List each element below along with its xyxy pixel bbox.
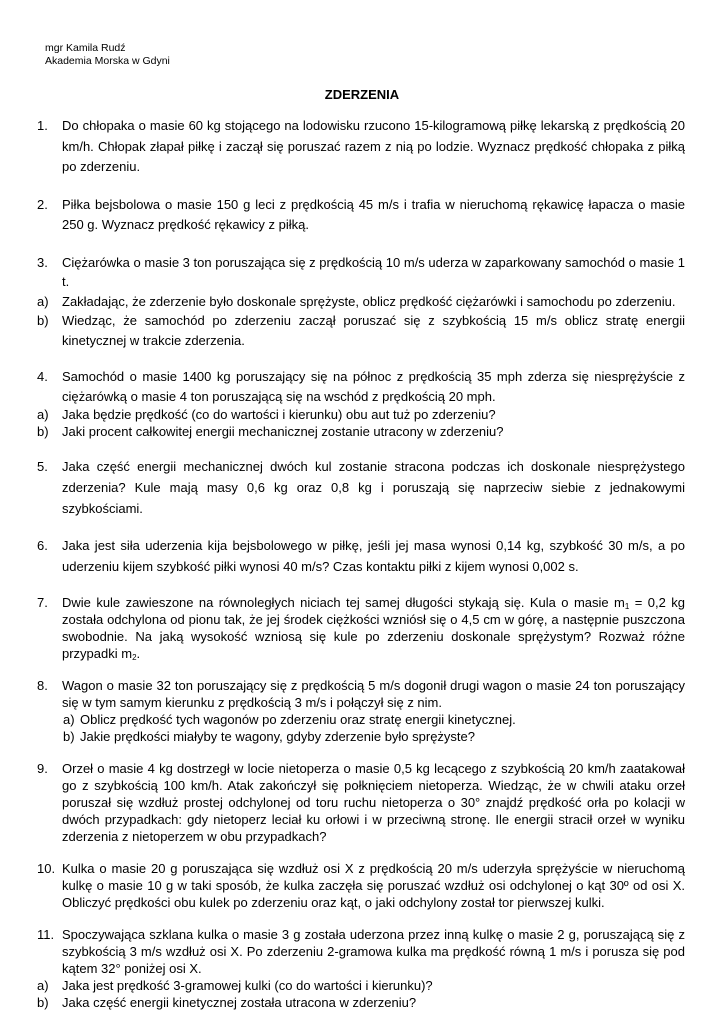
problem-2 — [37, 195, 685, 236]
problem-number: 9. — [37, 761, 48, 777]
problem-text: Spoczywająca szklana kulka o masie 3 g została uderzona przez inną kulkę o masie 2 g, poruszającą się z szybkością 3 m/s wzdłuż osi X. Po zderzeniu 2-gramowa kulka ma prędkość równą 1 m/s i porusza się pod kątem 32° poniżej osi X. — [62, 927, 685, 977]
problem-1 — [37, 116, 685, 178]
part-label: a) — [37, 978, 49, 994]
problem-11-part-a — [37, 977, 685, 994]
problem-text: Orzeł o masie 4 kg dostrzegł w locie nietoperza o masie 0,5 kg lecącego z szybkością 20 km/h zaatakował go z szybkością 100 km/h. Atak zakończył się połknięciem nietoperza. Wiedząc, że w chwili ataku orzeł poruszał się wzdłuż prostej odchylonej od toru ruchu nietoperza o 30° znajdź prędkość orła po kolacji w dwóch przypadkach: gdy nietoperz leciał ku orłowi i w przeciwną stronę. Ile energii stracił orzeł w wyniku zderzenia z nietoperzem w obu przypadkach? — [62, 761, 685, 845]
part-text: Jaka będzie prędkość (co do wartości i kierunku) obu aut tuż po zderzeniu? — [62, 407, 496, 423]
problem-4-part-b — [37, 423, 685, 440]
problem-number: 11. — [37, 927, 55, 943]
problem-list — [37, 116, 685, 1011]
problem-3-part-a — [37, 292, 685, 312]
problem-number: 2. — [37, 196, 48, 212]
part-label: a) — [37, 293, 49, 309]
part-label: b) — [37, 424, 49, 440]
problem-text: Jaka jest siła uderzenia kija bejsbolowego w piłkę, jeśli jej masa wynosi 0,14 kg, szybkość 30 m/s, a po uderzeniu kijem szybkość piłki wynosi 40 m/s? Czas kontaktu piłki z kijem wynosi 0,002 s. — [62, 538, 685, 574]
problem-4-part-a — [37, 406, 685, 423]
problem-7 — [37, 594, 685, 662]
part-label: b) — [37, 313, 49, 329]
problem-number: 1. — [37, 118, 48, 133]
part-label: b) — [63, 729, 75, 745]
problem-6 — [37, 536, 685, 577]
problem-11 — [37, 926, 685, 977]
part-text: Wiedząc, że samochód po zderzeniu zaczął poruszać się z szybkością 15 m/s oblicz stratę energii kinetycznej w trakcie zderzenia. — [62, 313, 685, 348]
page-title: ZDERZENIA — [324, 87, 400, 102]
problem-8-part-b — [37, 728, 685, 745]
problem-number: 4. — [37, 369, 48, 385]
problem-4 — [37, 367, 685, 406]
part-text: Oblicz prędkość tych wagonów po zderzeniu oraz stratę energii kinetycznej. — [80, 712, 516, 728]
problem-text: Samochód o masie 1400 kg poruszający się na północ z prędkością 35 mph zderza się niesprężyście z ciężarówką o masie 4 ton poruszającą się na wschód z prędkością 20 mph. — [62, 369, 685, 404]
part-text: Jaki procent całkowitej energii mechanicznej zostanie utracony w zderzeniu? — [62, 424, 504, 440]
institution-name: Akademia Morska w Gdyni — [45, 55, 170, 67]
problem-5 — [37, 457, 685, 519]
problem-number: 6. — [37, 538, 48, 554]
problem-10 — [37, 860, 685, 911]
author-name: mgr Kamila Rudź — [45, 42, 126, 54]
problem-number: 10. — [37, 861, 56, 877]
problem-8-part-a — [37, 711, 685, 728]
problem-text: Dwie kule zawieszone na równoległych niciach tej samej długości stykają się. Kula o masie $m_1 = 0,2$ kg została odchylona od pionu tak, że jej środek ciężkości wzniósł się o 4,5 cm w górę, a następnie puszczona swobodnie. Na jaką wysokość wzniosą się kule po zderzeniu doskonale sprężystym? Rozważ różne przypadki $m_2$. — [62, 595, 685, 663]
problem-text: Piłka bejsbolowa o masie 150 g leci z prędkością 45 m/s i trafia w nieruchomą rękawicę łapacza o masie 250 g. Wyznacz prędkość rękawicy z piłką. — [62, 196, 685, 233]
part-text: Jakie prędkości miałyby te wagony, gdyby zderzenie było sprężyste? — [80, 729, 476, 745]
problem-text: Wagon o masie 32 ton poruszający się z prędkością 5 m/s dogonił drugi wagon o masie 24 ton poruszający się w tym samym kierunku z prędkością 3 m/s i połączył się z nim. — [62, 678, 685, 711]
problem-number: 8. — [37, 678, 48, 694]
part-label: a) — [37, 407, 49, 423]
problem-text: Kulka o masie 20 g poruszająca się wzdłuż osi X z prędkością 20 m/s uderzyła sprężyście w nieruchomą kulkę o masie 10 g w taki sposób, że kulka zaczęła się poruszać wzdłuż osi odchylonej o kąt 30º od osi X. Obliczyć prędkości obu kulek po zderzeniu oraz kąt, o jaki odchylony został tor pierwszej kulki. — [62, 861, 685, 911]
part-label: b) — [37, 995, 49, 1011]
problem-text: Ciężarówka o masie 3 ton poruszająca się z prędkością 10 m/s uderza w zaparkowany samochód o masie 1 t. — [62, 254, 685, 290]
problem-3-part-b — [37, 311, 685, 350]
part-text: Zakładając, że zderzenie było doskonale sprężyste, oblicz prędkość ciężarówki i samochodu po zderzeniu. — [62, 293, 676, 309]
part-text: Jaka część energii kinetycznej została utracona w zderzeniu? — [62, 995, 417, 1011]
problem-11-part-b — [37, 994, 685, 1011]
problem-number: 5. — [37, 459, 48, 475]
problem-8 — [37, 677, 685, 711]
part-label: a) — [63, 712, 75, 728]
part-text: Jaka jest prędkość 3-gramowej kulki (co do wartości i kierunku)? — [62, 978, 433, 994]
subscript: 2 — [132, 653, 137, 663]
subscript: 1 — [624, 602, 630, 612]
problem-number: 3. — [37, 254, 48, 270]
problem-text: Jaka część energii mechanicznej dwóch kul zostanie stracona podczas ich doskonale niesprężystego zderzenia? Kule mają masy 0,6 kg oraz 0,8 kg i poruszają się naprzeciw siebie z jednakowymi szybkościami. — [62, 459, 685, 516]
problem-number: 7. — [37, 595, 48, 611]
problem-9 — [37, 760, 685, 845]
problem-text: Do chłopaka o masie 60 kg stojącego na lodowisku rzucono 15-kilogramową piłkę lekarską z prędkością 20 km/h. Chłopak złapał piłkę i zaczął się poruszać razem z nią po lodzie. Wyznacz prędkość chłopaka z piłką po zderzeniu. — [62, 118, 685, 175]
document-header — [45, 42, 170, 68]
problem-3 — [37, 253, 685, 292]
